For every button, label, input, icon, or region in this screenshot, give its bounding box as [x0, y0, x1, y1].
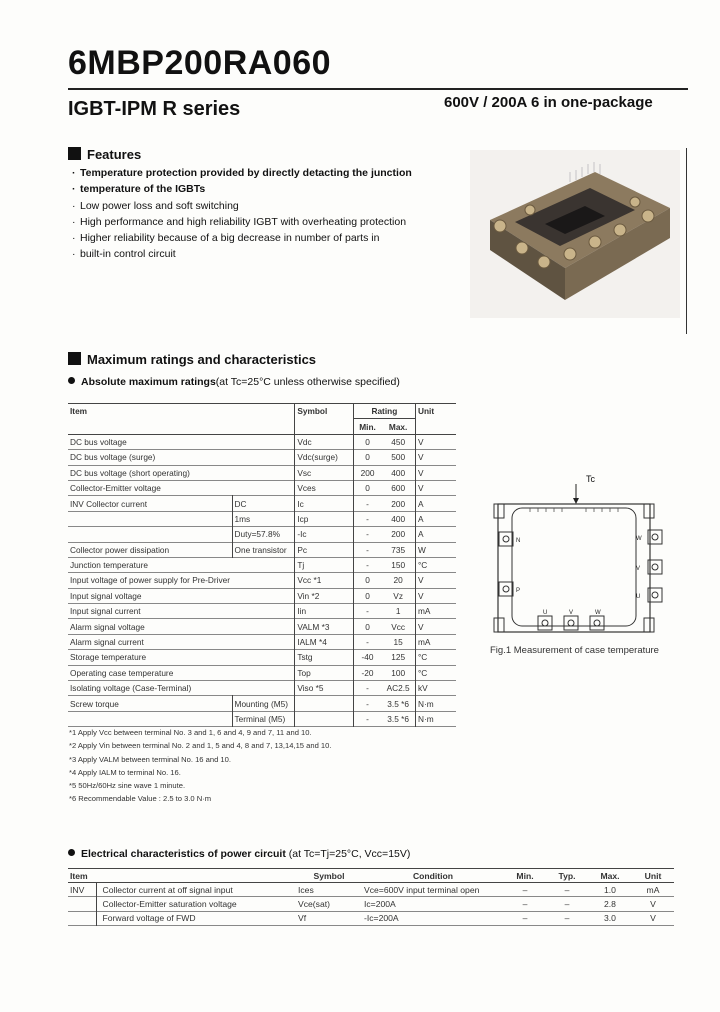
cell-item: DC bus voltage (surge)	[70, 452, 156, 463]
cell-min: –	[522, 898, 528, 909]
cell-max: 400	[381, 511, 415, 526]
col-max: Max.	[600, 870, 620, 881]
cell-sub	[232, 650, 295, 665]
cell-symbol: Viso *5	[295, 681, 353, 696]
cell-group: INV	[70, 884, 85, 895]
cell-symbol	[295, 711, 353, 726]
cell-sub	[232, 634, 295, 649]
cell-sub: DC	[232, 496, 295, 511]
cell-min: 0	[353, 588, 381, 603]
col-item: Item	[70, 406, 88, 417]
cell-sub	[232, 434, 295, 449]
list-item-continuation: · temperature of the IGBTs	[68, 181, 428, 197]
cell-unit: W	[417, 544, 426, 555]
cell-unit: V	[417, 452, 424, 463]
col-min: Min.	[353, 419, 381, 434]
cell-min: –	[522, 884, 528, 895]
col-symbol: Symbol	[295, 404, 353, 419]
cell-symbol: IALM *4	[295, 634, 353, 649]
features-list	[68, 165, 428, 263]
cell-max: 1.0	[604, 884, 616, 895]
footnote: *1 Apply Vcc between terminal No. 3 and 1, 6 and 4, 9 and 7, 11 and 10.	[69, 728, 312, 737]
cell-item: Input signal current	[70, 606, 141, 617]
cell-unit: °C	[417, 560, 428, 571]
cell-min: -	[353, 511, 381, 526]
cell-min: -	[353, 711, 381, 726]
cell-symbol: Tstg	[295, 650, 353, 665]
table-row	[68, 557, 456, 572]
footnotes	[69, 726, 331, 806]
table-row	[68, 588, 456, 603]
cell-group	[68, 911, 96, 925]
cell-symbol: VALM *3	[295, 619, 353, 634]
table-row	[68, 527, 456, 542]
col-max: Max.	[381, 419, 415, 434]
cell-unit: mA	[417, 606, 431, 617]
table-row	[68, 696, 456, 711]
cell-max: 735	[381, 542, 415, 557]
max-ratings-heading: Maximum ratings and characteristics	[68, 352, 316, 367]
cell-min: 0	[353, 450, 381, 465]
table-row	[68, 450, 456, 465]
cell-symbol: Ices	[298, 884, 314, 895]
cell-item: Junction temperature	[70, 560, 148, 571]
cell-min: -	[353, 604, 381, 619]
diagram-label-v: V	[636, 566, 641, 572]
cell-unit: A	[417, 529, 424, 540]
cell-symbol: Vce(sat)	[298, 898, 330, 909]
cell-item: Collector-Emitter voltage	[70, 483, 161, 494]
table-row	[68, 434, 456, 449]
cell-min: -20	[353, 665, 381, 680]
table-row	[68, 681, 456, 696]
cell-sub	[232, 665, 295, 680]
diagram-label-p: P	[516, 588, 521, 594]
cell-unit: V	[417, 590, 424, 601]
table-row	[68, 619, 456, 634]
table-row	[68, 665, 456, 680]
cell-max: 125	[381, 650, 415, 665]
col-typ: Typ.	[558, 870, 576, 881]
cell-max: 2.8	[604, 898, 616, 909]
cell-max: 500	[381, 450, 415, 465]
footnote: *2 Apply Vin between terminal No. 2 and 1, 5 and 4, 8 and 7, 13,14,15 and 10.	[69, 741, 332, 751]
cell-item: Isolating voltage (Case-Terminal)	[70, 683, 192, 694]
cell-sub	[232, 681, 295, 696]
list-item-continuation: · built-in control circuit	[68, 246, 428, 262]
table-row	[68, 511, 456, 526]
cell-symbol: Ic	[295, 496, 353, 511]
cell-item	[68, 527, 232, 542]
cell-symbol: Iin	[295, 604, 353, 619]
cell-item: DC bus voltage	[70, 436, 127, 447]
col-condition: Condition	[412, 870, 454, 881]
cell-unit: N·m	[417, 714, 434, 724]
cell-symbol: Vin *2	[295, 588, 353, 603]
cell-item: INV Collector current	[70, 498, 148, 509]
cell-item: DC bus voltage (short operating)	[70, 467, 190, 478]
cell-sub	[232, 465, 295, 480]
cell-min: -	[353, 681, 381, 696]
cell-item: Input signal voltage	[70, 590, 142, 601]
cell-unit: V	[417, 483, 424, 494]
round-bullet-icon	[68, 849, 75, 856]
cell-sub	[232, 480, 295, 495]
table-row	[68, 911, 674, 925]
cell-sub	[232, 604, 295, 619]
cell-sub	[232, 573, 295, 588]
cell-sub: 1ms	[232, 511, 295, 526]
table-row	[68, 480, 456, 495]
cell-max: 3.5 *6	[381, 696, 415, 711]
diagram-label-bottom-w: W	[595, 610, 601, 616]
cell-min: -	[353, 634, 381, 649]
diagram-label-u: U	[636, 594, 641, 600]
cell-condition: Ic=200A	[364, 898, 396, 909]
cell-item: Collector-Emitter saturation voltage	[96, 897, 296, 911]
cell-symbol: Vsc	[295, 465, 353, 480]
rating-summary: 600V / 200A 6 in one-package	[444, 94, 653, 111]
cell-min: 0	[353, 573, 381, 588]
cell-min: -40	[353, 650, 381, 665]
cell-symbol: Vdc(surge)	[295, 450, 353, 465]
cell-unit: A	[417, 513, 424, 524]
cell-item: Input voltage of power supply for Pre-Driver	[70, 575, 231, 586]
cell-sub: Terminal (M5)	[232, 711, 295, 726]
cell-typ: –	[564, 913, 570, 924]
table-row	[68, 604, 456, 619]
cell-item: Alarm signal voltage	[70, 621, 145, 632]
table-row	[68, 542, 456, 557]
cell-symbol: Vcc *1	[295, 573, 353, 588]
table-row	[68, 496, 456, 511]
features-heading: Features	[68, 147, 141, 162]
part-number: 6MBP200RA060	[68, 44, 332, 82]
cell-symbol	[295, 696, 353, 711]
cell-unit: V	[650, 913, 656, 924]
cell-unit: N·m	[417, 698, 434, 709]
abs-max-ratings-table	[68, 403, 456, 727]
cell-sub	[232, 557, 295, 572]
cell-group	[68, 897, 96, 911]
cell-max: 3.0	[604, 913, 616, 924]
cell-unit: °C	[417, 667, 428, 678]
cell-symbol: Vdc	[295, 434, 353, 449]
cell-symbol: Vces	[295, 480, 353, 495]
col-unit: Unit	[644, 870, 662, 881]
cell-min: -	[353, 527, 381, 542]
round-bullet-icon	[68, 377, 75, 384]
cell-item: Alarm signal current	[70, 637, 144, 648]
cell-unit: mA	[646, 884, 660, 895]
table-row	[68, 650, 456, 665]
cell-item	[68, 511, 232, 526]
table-row	[68, 573, 456, 588]
cell-typ: –	[564, 884, 570, 895]
cell-symbol: Tj	[295, 557, 353, 572]
cell-max: 20	[381, 573, 415, 588]
cell-unit: V	[417, 467, 424, 478]
list-item: · Temperature protection provided by directly detacting the junction	[68, 165, 428, 181]
cell-max: 150	[381, 557, 415, 572]
cell-unit: kV	[417, 683, 428, 694]
cell-item: Collector current at off signal input	[96, 883, 296, 897]
cell-item: Collector power dissipation	[70, 544, 170, 555]
cell-max: 3.5 *6	[381, 711, 415, 726]
cell-typ: –	[564, 898, 570, 909]
cell-sub: Mounting (M5)	[232, 696, 295, 711]
cell-symbol: Pc	[295, 542, 353, 557]
cell-item: Storage temperature	[70, 652, 147, 663]
elec-heading: Electrical characteristics of power circuit (at Tc=Tj=25°C, Vcc=15V)	[68, 848, 410, 860]
table-row	[68, 897, 674, 911]
module-photo	[470, 150, 680, 318]
cell-max: 15	[381, 634, 415, 649]
cell-unit: °C	[417, 652, 428, 663]
square-bullet-icon	[68, 352, 81, 365]
col-item: Item	[70, 870, 88, 881]
cell-symbol: Vf	[298, 913, 307, 924]
table-row	[68, 634, 456, 649]
case-temp-diagram	[490, 480, 666, 638]
cell-max: 100	[381, 665, 415, 680]
diagram-label-bottom-u: U	[543, 610, 548, 616]
cell-min: 200	[353, 465, 381, 480]
cell-max: 600	[381, 480, 415, 495]
diagram-label-bottom-v: V	[569, 610, 574, 616]
table-row	[68, 465, 456, 480]
cell-condition: Vce=600V input terminal open	[364, 884, 480, 895]
cell-unit: A	[417, 498, 424, 509]
cell-unit: mA	[417, 637, 431, 648]
cell-min: -	[353, 496, 381, 511]
cell-unit: V	[650, 898, 656, 909]
series-title: IGBT-IPM R series	[68, 98, 241, 120]
footnote: *6 Recommendable Value : 2.5 to 3.0 N·m	[69, 794, 212, 804]
cell-max: AC2.5	[381, 681, 415, 696]
elec-char-table	[68, 868, 674, 926]
cell-min: 0	[353, 434, 381, 449]
title-rule	[68, 88, 688, 90]
square-bullet-icon	[68, 147, 81, 160]
cell-unit: V	[417, 575, 424, 586]
cell-max: Vz	[381, 588, 415, 603]
cell-unit: V	[417, 621, 424, 632]
cell-item: Operating case temperature	[70, 667, 174, 678]
diagram-label-n: N	[516, 538, 521, 544]
list-item: · Low power loss and soft switching	[68, 198, 428, 214]
col-min: Min.	[516, 870, 534, 881]
cell-max: 200	[381, 527, 415, 542]
cell-min: -	[353, 557, 381, 572]
vertical-rule	[686, 148, 687, 334]
cell-item	[68, 711, 232, 726]
cell-condition: -Ic=200A	[364, 913, 399, 924]
cell-max: 200	[381, 496, 415, 511]
cell-sub	[232, 619, 295, 634]
figure-caption: Fig.1 Measurement of case temperature	[490, 645, 659, 656]
diagram-label-w: W	[636, 536, 642, 542]
cell-sub: One transistor	[232, 542, 295, 557]
list-item: · High performance and high reliability IGBT with overheating protection	[68, 214, 428, 230]
cell-sub: Duty=57.8%	[232, 527, 295, 542]
cell-min: 0	[353, 480, 381, 495]
cell-max: Vcc	[381, 619, 415, 634]
footnote: *5 50Hz/60Hz sine wave 1 minute.	[69, 781, 186, 791]
table-row	[68, 883, 674, 897]
col-symbol: Symbol	[313, 870, 345, 881]
list-item: · Higher reliability because of a big decrease in number of parts in	[68, 230, 428, 246]
table-row	[68, 711, 456, 726]
abs-max-subheading: Absolute maximum ratings(at Tc=25°C unless otherwise specified)	[68, 376, 400, 388]
footnote: *4 Apply IALM to terminal No. 16.	[69, 767, 181, 777]
cell-item: Screw torque	[70, 698, 119, 709]
col-unit: Unit	[417, 406, 435, 417]
cell-symbol: -Ic	[295, 527, 353, 542]
cell-unit: V	[417, 436, 424, 447]
cell-sub	[232, 450, 295, 465]
cell-min: –	[522, 913, 528, 924]
cell-symbol: Icp	[295, 511, 353, 526]
cell-min: -	[353, 542, 381, 557]
tc-label: Tc	[586, 474, 595, 484]
cell-sub	[232, 588, 295, 603]
cell-min: -	[353, 696, 381, 711]
cell-min: 0	[353, 619, 381, 634]
cell-symbol: Top	[295, 665, 353, 680]
cell-max: 400	[381, 465, 415, 480]
cell-max: 450	[381, 434, 415, 449]
cell-item: Forward voltage of FWD	[96, 911, 296, 925]
cell-max: 1	[381, 604, 415, 619]
col-rating: Rating	[353, 404, 415, 419]
footnote: *3 Apply VALM between terminal No. 16 and 10.	[69, 754, 231, 764]
